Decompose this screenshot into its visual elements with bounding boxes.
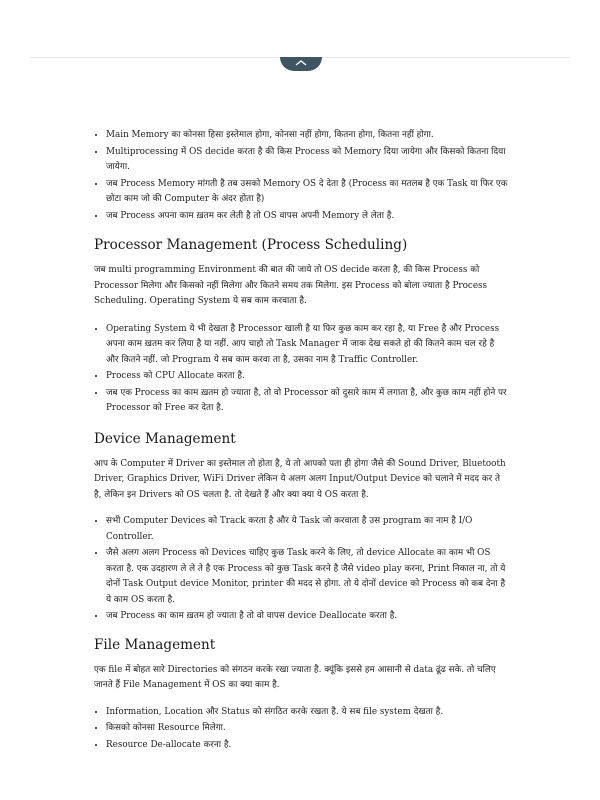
processor-heading: Processor Management (Process Scheduling)	[94, 237, 408, 253]
list-item: • जैसे अलग अलग Process को Devices चाहिए कुछ Task करने के लिए, तो device Allocate का काम भी OS करता है. एक उदहारण ले ले ते है एक Process को कुछ Task करने है जैसे video play करना, Print निकाल ना, तो ये दोनों Task Output device Monitor, printer की मदद से होगा. तो ये दोनों device को Process को कब देना है ये काम OS करता है.	[106, 545, 508, 608]
device-heading: Device Management	[94, 430, 236, 447]
file-list	[94, 704, 508, 754]
scroll-top-tab[interactable]	[280, 57, 322, 71]
list-item: • किसको कोनसा Resource मिलेगा.	[106, 720, 508, 737]
list-item: • सभी Computer Devices को Track करता है और ये Task जो करवाता है उस program का नाम है I/O Controller.	[106, 513, 508, 545]
device-list	[94, 513, 508, 625]
list-item: • Process को CPU Allocate करता है.	[106, 368, 508, 385]
list-item: • जब Process का काम ख़तम हो ज्याता है तो वो वापस device Deallocate करता है.	[106, 608, 508, 625]
file-heading: File Management	[94, 636, 216, 653]
list-item: • Operating System ये भी देखता है Processor खाली है या फिर कुछ काम कर रहा है, या Free है और Process अपना काम ख़तम कर लिया है या नहीं. आप चाहो तो Task Manager में जाक देख सकते हो की कितने काम चल रहे है और कितने नहीं. जो Program ये सब काम करवा ता है, उसका नाम है Traffic Controller.	[106, 321, 508, 369]
article-body	[94, 127, 508, 753]
list-item: • जब Process अपना काम ख़तम कर लेती है तो OS वापस अपनी Memory ले लेता है.	[106, 208, 508, 225]
memory-list	[94, 127, 508, 224]
list-item: • Main Memory का कोनसा हिसा इस्तेमाल होगा, कोनसा नहीं होगा, कितना होगा, कितना नहीं होगा.	[106, 127, 508, 144]
list-item: • जब Process Memory मांगती है तब उसको Memory OS दे देता है (Process का मतलब है एक Task या फिर एक छोटा काम जो की Computer के अंदर होता है)	[106, 176, 508, 208]
list-item: • Information, Location और Status को संगठित करके रखता है. ये सब file system देखता है.	[106, 704, 508, 721]
chevron-up-icon	[294, 58, 308, 67]
list-item: • Multiprocessing में OS decide करता है की किस Process को Memory दिया जायेगा और किसको कितना दिया जायेगा.	[106, 144, 508, 176]
processor-list	[94, 321, 508, 417]
list-item: • जब एक Process का काम ख़तम हो ज्याता है, तो वो Processor को दुसारे काम में लगाता है, और कुछ काम नहीं होने पर Processor को Free कर देता है.	[106, 385, 508, 417]
list-item: • Resource De-allocate करना है.	[106, 737, 508, 754]
file-paragraph: एक file में बोहत सारे Directories को संगठन करके रखा ज्याता है. क्यूंकि इससे हम आसानी से data ढूंढ सके. तो चलिए जानते हैं File Management में OS का क्या काम है.	[94, 664, 496, 690]
processor-paragraph: जब multi programming Environment की बात की जाये तो OS decide करता है, की किस Process को Processor मिलेगा और किसको नहीं मिलेगा और कितने समय तक मिलेगा. इस Process को बोला ज्याता है Process Scheduling. Operating System ये सब काम करवाता है.	[94, 265, 488, 306]
device-paragraph: आप के Computer में Driver का इस्तेमाल तो होता है, ये तो आपको पता ही होगा जैसे की Sound Driver, Bluetooth Driver, Graphics Driver, WiFi Driver लेकिन ये अलग अलग Input/Output Device को चलाने में मदद कर ते है, लेकिन इन Drivers को OS चलता है. तो देखते हैं और क्या क्या ये OS करता है.	[94, 458, 506, 500]
